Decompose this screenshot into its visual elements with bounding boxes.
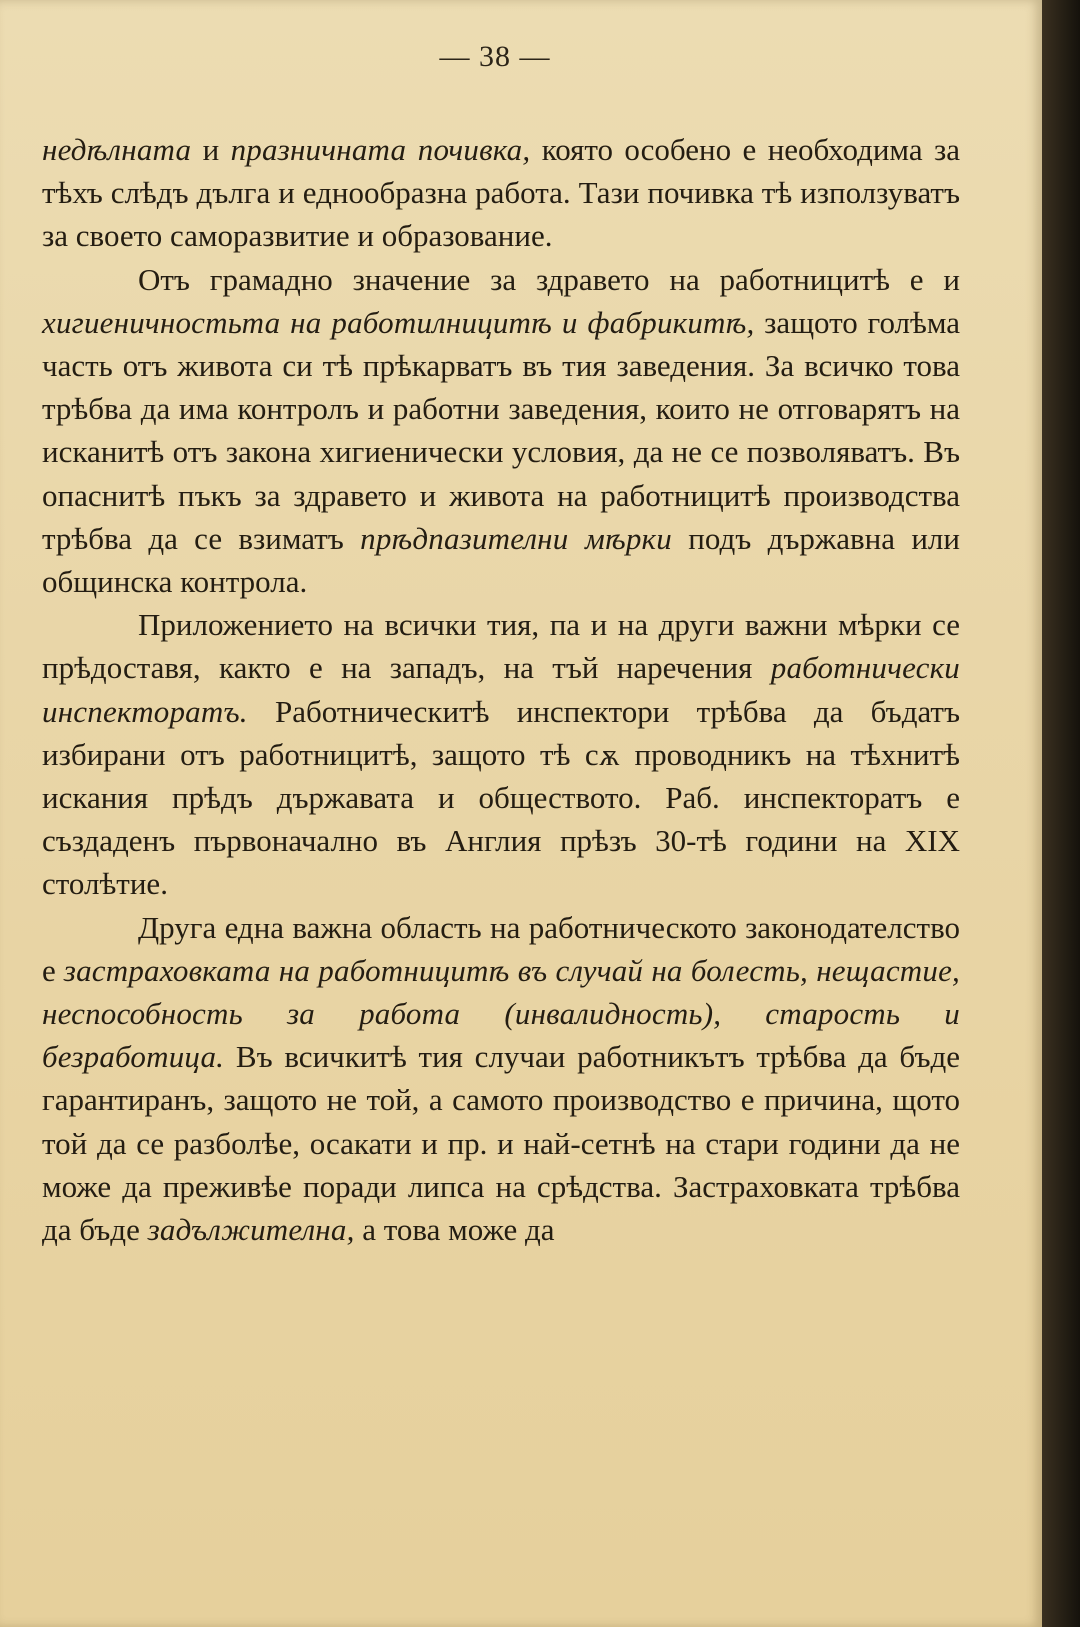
emphasized-text: недѣлната xyxy=(42,132,192,167)
page-number: — 38 — xyxy=(439,40,551,73)
text-run: Отъ грамадно значение за здравето на работницитѣ е и xyxy=(138,261,960,297)
text-run: която особено е необходима за тѣхъ слѣдъ дълга и еднообразна работа. Тази почивка тѣ използуватъ за своето саморазвитие и образование. xyxy=(42,132,961,254)
paragraph-2 xyxy=(42,258,960,604)
text-run: и xyxy=(191,132,231,167)
text-run: Въ всичкитѣ тия случаи работникътъ трѣбва да бъде гарантиранъ, защото не той, а самото производство е причина, щото той да се разболѣе, осакати и пр. и най-сетнѣ на стари години да не може да преживѣе поради липса на срѣдства. Застраховката трѣбва да бъде xyxy=(42,1039,960,1248)
text-run: Приложението на всички тия, па и на други важни мѣрки се прѣдоставя, както е на западъ, на тъй наречения xyxy=(42,607,960,686)
emphasized-text: празничната почивка, xyxy=(230,132,531,167)
emphasized-text: хигиеничностьта на работилницитѣ и фабрикитѣ, xyxy=(42,304,755,340)
emphasized-text: задължителна, xyxy=(147,1212,355,1248)
emphasized-text: прѣдпазителни мѣрки xyxy=(360,520,672,556)
emphasized-text: работнически инспекторатъ. xyxy=(42,650,960,729)
text-run: подъ държавна или общинска контрола. xyxy=(42,520,960,600)
text-run: Друга една важна область на работническото законодателство е xyxy=(42,909,960,988)
paragraph-4 xyxy=(42,906,960,1252)
text-run: Работническитѣ инспектори трѣбва да бъдатъ избирани отъ работницитѣ, защото тѣ сѫ проводникъ на тѣхнитѣ искания прѣдъ държавата и обществото. Раб. инспекторатъ е създаденъ първоначално въ Англия прѣзъ 30-тѣ години на XIX столѣтие. xyxy=(42,693,960,902)
binding-gutter xyxy=(1042,0,1080,1627)
paragraph-3 xyxy=(42,603,960,905)
paragraph-1 xyxy=(42,128,960,258)
text-run: защото голѣма часть отъ живота си тѣ прѣкарватъ въ тия заведения. За всичко това трѣбва да има контролъ и работни заведения, които не отговарятъ на исканитѣ отъ закона хигиенически условия, да не се позволяватъ. Въ опаснитѣ пъкъ за здравето и живота на работницитѣ производства трѣбва да се взиматъ xyxy=(42,304,961,556)
body-text xyxy=(42,128,960,1251)
emphasized-text: застраховката на работницитѣ въ случай на болесть, нещастие, неспособность за работа (инвалидность), старость и безработица. xyxy=(42,952,960,1075)
text-run: а това може да xyxy=(354,1212,555,1248)
